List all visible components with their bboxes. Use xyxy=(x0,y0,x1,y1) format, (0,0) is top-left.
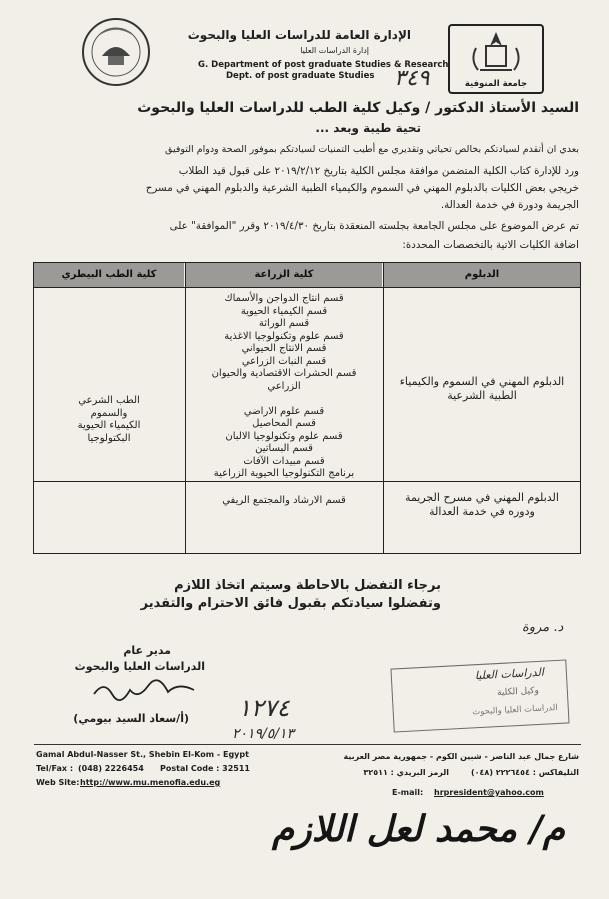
agriculture-department-item: قسم علوم وتكنولوجيا الالبان xyxy=(225,430,343,442)
row-divider xyxy=(34,481,580,482)
footer-website-link[interactable]: http://www.mu.menofia.edu.eg xyxy=(80,778,221,787)
row1-veterinary-departments xyxy=(42,395,176,445)
handwritten-ref-number: ٣٤٩ xyxy=(394,66,430,91)
body-line-1: ورد للإدارة كتاب الكلية المتضمن موافقة مجلس الكلية بتاريخ ٢٠١٩/٢/١٢ على قبول قيد الطلاب xyxy=(178,165,579,177)
footer-email-link[interactable]: hrpresident@yahoo.com xyxy=(434,788,544,797)
stamp-text-1: الدراسات العليا xyxy=(474,665,545,683)
body-line-2: خريجي بعض الكليات بالدبلوم المهني في السموم والكيمياء الطبية الشرعية والدبلوم المهني في مسرح xyxy=(145,182,579,194)
english-title: G. Department of post graduate Studies & Research xyxy=(198,60,449,70)
body-line-4: تم عرض الموضوع على مجلس الجامعة بجلسته المنعقدة بتاريخ ٢٠١٩/٤/٣٠ وقرر "الموافقة" على xyxy=(169,220,579,232)
addressee: السيد الأستاذ الدكتور / وكيل كلية الطب للدراسات العليا والبحوث xyxy=(137,100,579,116)
footer-divider xyxy=(34,744,581,745)
stamp-text-2: وكيل الكلية xyxy=(496,685,540,699)
body-line-5: اضافة الكليات الاتية بالتخصصات المحددة: xyxy=(402,239,579,251)
row1-diploma: الدبلوم المهني في السموم والكيمياء الطبية الشرعية xyxy=(399,375,565,402)
agriculture-department-item: قسم علوم وتكنولوجيا الاغذية xyxy=(224,330,344,342)
specialization-table xyxy=(33,262,581,554)
veterinary-department-item: الطب الشرعي xyxy=(78,395,140,406)
row1-agriculture-departments xyxy=(194,293,374,481)
greeting: تحية طيبة وبعد ... xyxy=(315,121,421,135)
signer-name: (أ/سعاد السيد بيومي) xyxy=(73,712,189,725)
body-line-3: الجريمة ودورة في خدمة العدالة. xyxy=(440,199,579,211)
agriculture-department-item: قسم علوم الاراضي xyxy=(243,405,325,417)
incoming-date: ٢٠١٩/٥/١٣ xyxy=(232,726,295,742)
signature-scribble xyxy=(90,678,200,702)
intro-line: بعدي ان أتقدم لسيادتكم بخالص تحياتي وتقديري مع أطيب التمنيات لسيادتكم بموفور الصحة ودوام التوفيق xyxy=(165,144,579,155)
agriculture-department-item: برنامج التكنولوجيا الحيوية الزراعية xyxy=(213,468,355,479)
received-stamp xyxy=(390,659,569,732)
footer-tel-ar: التليفاكس : ٢٢٢٦٤٥٤ (٠٤٨) xyxy=(471,768,579,777)
row2-agriculture-department: قسم الارشاد والمجتمع الريفي xyxy=(222,495,346,506)
admin-subtitle: إدارة الدراسات العليا xyxy=(300,46,369,55)
signer-title-1: مدير عام xyxy=(123,644,171,657)
closing-line-2: وتفضلوا سيادتكم بقبول فائق الاحترام والتقدير xyxy=(140,596,441,611)
table-header-veterinary: كلية الطب البيطري xyxy=(34,263,184,287)
signer-title-2: الدراسات العليا والبحوث xyxy=(74,660,205,673)
agriculture-department-item xyxy=(194,393,374,406)
stamp-text-3: الدراسات العليا والبحوث xyxy=(472,702,558,718)
admin-title: الإدارة العامة للدراسات العليا والبحوث xyxy=(187,28,411,42)
agriculture-department-item: قسم النبات الزراعي xyxy=(241,355,327,367)
handwritten-note: د. مروة xyxy=(522,620,564,635)
header-divider xyxy=(34,287,580,288)
veterinary-department-item: والسموم xyxy=(90,407,128,419)
english-subtitle: Dept. of post graduate Studies xyxy=(226,71,375,81)
column-divider xyxy=(185,263,186,553)
agriculture-department-item: قسم الانتاج الحيواني xyxy=(241,343,327,354)
footer-address-en: Gamal Abdul-Nasser St., Shebin El-Kom - Egypt xyxy=(36,750,249,759)
handwritten-bottom-note: م/ محمد لعل اللازم xyxy=(272,808,565,850)
footer-postal-ar: الرمز البريدي : ٣٢٥١١ xyxy=(363,768,449,777)
agriculture-department-item: قسم المحاصيل xyxy=(252,418,316,429)
veterinary-department-item: الكيمياء الحيوية xyxy=(77,420,141,431)
university-seal xyxy=(448,24,544,94)
footer-tel-label: Tel/Fax : xyxy=(36,764,74,773)
agriculture-department-item: قسم الكيمياء الحيوية xyxy=(240,305,328,317)
closing-line-1: برجاء التفضل بالاحاطة وسيتم اتخاذ اللازم xyxy=(174,578,441,593)
agriculture-department-item: قسم مبيدات الآفات xyxy=(243,455,325,467)
agriculture-department-item: الزراعي xyxy=(267,380,301,392)
footer-email-label: E-mail: xyxy=(392,788,424,797)
footer-tel-en: (048) 2226454 xyxy=(78,764,144,773)
incoming-number: ١٢٧٤ xyxy=(238,694,290,722)
column-divider xyxy=(383,263,384,553)
footer-web-label: Web Site: xyxy=(36,778,80,787)
footer-postal-en: Postal Code : 32511 xyxy=(160,764,250,773)
faculty-logo xyxy=(80,16,152,88)
agriculture-department-item: قسم الحشرات الاقتصادية والحيوان xyxy=(211,368,357,379)
agriculture-department-item: قسم انتاج الدواجن والأسماك xyxy=(224,293,344,304)
university-name: جامعة المنوفية xyxy=(464,79,528,89)
agriculture-department-item: قسم البساتين xyxy=(255,443,313,454)
footer-address-ar: شارع جمال عبد الناصر - شبين الكوم - جمهورية مصر العربية xyxy=(343,752,579,761)
table-header-diploma: الدبلوم xyxy=(384,263,580,287)
veterinary-department-item: البكتولوجيا xyxy=(87,432,131,444)
agriculture-department-item: قسم الوراثة xyxy=(258,318,310,329)
row2-diploma: الدبلوم المهني في مسرح الجريمة ودوره في خدمة العدالة xyxy=(405,491,559,518)
table-header-agriculture: كلية الزراعة xyxy=(186,263,382,287)
